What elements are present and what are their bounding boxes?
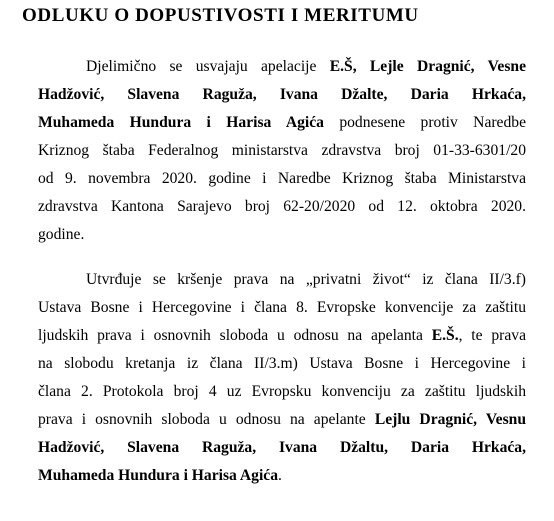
applicant-names: Muhameda Hundura i Harisa Agića: [38, 114, 324, 131]
text-run: .: [278, 467, 282, 484]
paragraph-line: [86, 55, 526, 79]
paragraph-line: [38, 111, 526, 135]
applicant-names: Hadžović, Slavena Raguža, Ivana Džalte, Daria Hrkaća,: [38, 86, 526, 103]
paragraph-line: na slobodu kretanja iz člana II/3.m) Ustava Bosne i Hercegovine i: [38, 355, 526, 372]
paragraph-line: Kriznog štaba Federalnog ministarstva zdravstva broj 01-33-6301/20: [38, 142, 526, 159]
text-run: prava i osnovnih sloboda u odnosu na apelante: [38, 411, 375, 428]
text-run: , te prava: [458, 327, 526, 344]
applicant-names: Muhameda Hundura i Harisa Agića: [38, 467, 278, 484]
text-run: Djelimično se usvajaju apelacije: [86, 58, 330, 75]
paragraph-line: [38, 408, 526, 432]
text-run: podnesene protiv Naredbe: [323, 114, 526, 131]
paragraph-line: zdravstva Kantona Sarajevo broj 62-20/2020 od 12. oktobra 2020.: [38, 198, 526, 215]
paragraph-line: godine.: [38, 226, 85, 243]
document-title: ODLUKU O DOPUSTIVOSTI I MERITUMU: [22, 5, 419, 26]
paragraph-line: Ustava Bosne i Hercegovine i člana 8. Evropske konvencije za zaštitu: [38, 299, 526, 316]
paragraph-line: člana 2. Protokola broj 4 uz Evropsku konvenciju za zaštitu ljudskih: [38, 383, 526, 400]
applicant-names: E.Š, Lejle Dragnić, Vesne: [329, 58, 526, 75]
paragraph-line: [38, 324, 526, 348]
applicant-names: E.Š.: [431, 327, 459, 344]
paragraph-line: od 9. novembra 2020. godine i Naredbe Kriznog štaba Ministarstva: [38, 170, 526, 187]
paragraph-line: [38, 464, 282, 488]
paragraph-line: Utvrđuje se kršenje prava na „privatni život“ iz člana II/3.f): [86, 271, 526, 288]
applicant-names: Hadžović, Slavena Raguža, Ivana Džaltu, Daria Hrkaća,: [38, 439, 526, 456]
applicant-names: Lejlu Dragnić, Vesnu: [374, 411, 526, 428]
text-run: ljudskih prava i osnovnih sloboda u odnosu na apelanta: [38, 327, 432, 344]
